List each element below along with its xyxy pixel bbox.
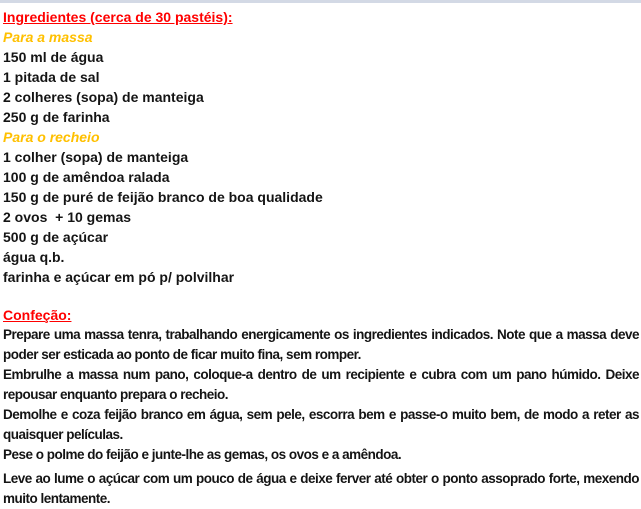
ingredient-item: 2 colheres (sopa) de manteiga [3, 89, 204, 105]
recipe-content [0, 3, 641, 509]
ingredient-item: 1 colher (sopa) de manteiga [3, 149, 189, 165]
subheading-para-a-massa: Para a massa [3, 29, 93, 45]
preparation-paragraph: Embrulhe a massa num pano, coloque-a dentro de um recipiente e cubra com um pano húmido. Deixe repousar enquanto prepara o recheio. [3, 367, 639, 402]
ingredient-item: 250 g de farinha [3, 109, 110, 125]
preparation-paragraph: Demolhe e coza feijão branco em água, sem pele, escorra bem e passe-o muito bem, de modo a reter as quaisquer películas. [3, 407, 639, 442]
ingredient-item: farinha e açúcar em pó p/ polvilhar [3, 269, 235, 285]
ingredient-item: 2 ovos + 10 gemas [3, 209, 132, 225]
preparation-heading: Confeção: [3, 307, 72, 323]
ingredients-heading: Ingredientes (cerca de 30 pastéis): [3, 9, 233, 25]
preparation-paragraph: Leve ao lume o açúcar com um pouco de água e deixe ferver até obter o ponto assoprado forte, mexendo muito lentamente. [3, 471, 639, 506]
ingredient-item: 500 g de açúcar [3, 229, 109, 245]
preparation-paragraph: Prepare uma massa tenra, trabalhando energicamente os ingredientes indicados. Note que a massa deve poder ser esticada ao ponto de ficar muito fina, sem romper. [3, 327, 639, 362]
subheading-para-o-recheio: Para o recheio [3, 129, 100, 145]
section-gap [3, 287, 639, 305]
preparation-paragraph: Pese o polme do feijão e junte-lhe as gemas, os ovos e a amêndoa. [3, 447, 402, 462]
ingredient-item: 1 pitada de sal [3, 69, 100, 85]
ingredient-item: água q.b. [3, 249, 65, 265]
ingredient-item: 150 ml de água [3, 49, 104, 65]
ingredient-item: 100 g de amêndoa ralada [3, 169, 170, 185]
ingredient-item: 150 g de puré de feijão branco de boa qualidade [3, 189, 323, 205]
